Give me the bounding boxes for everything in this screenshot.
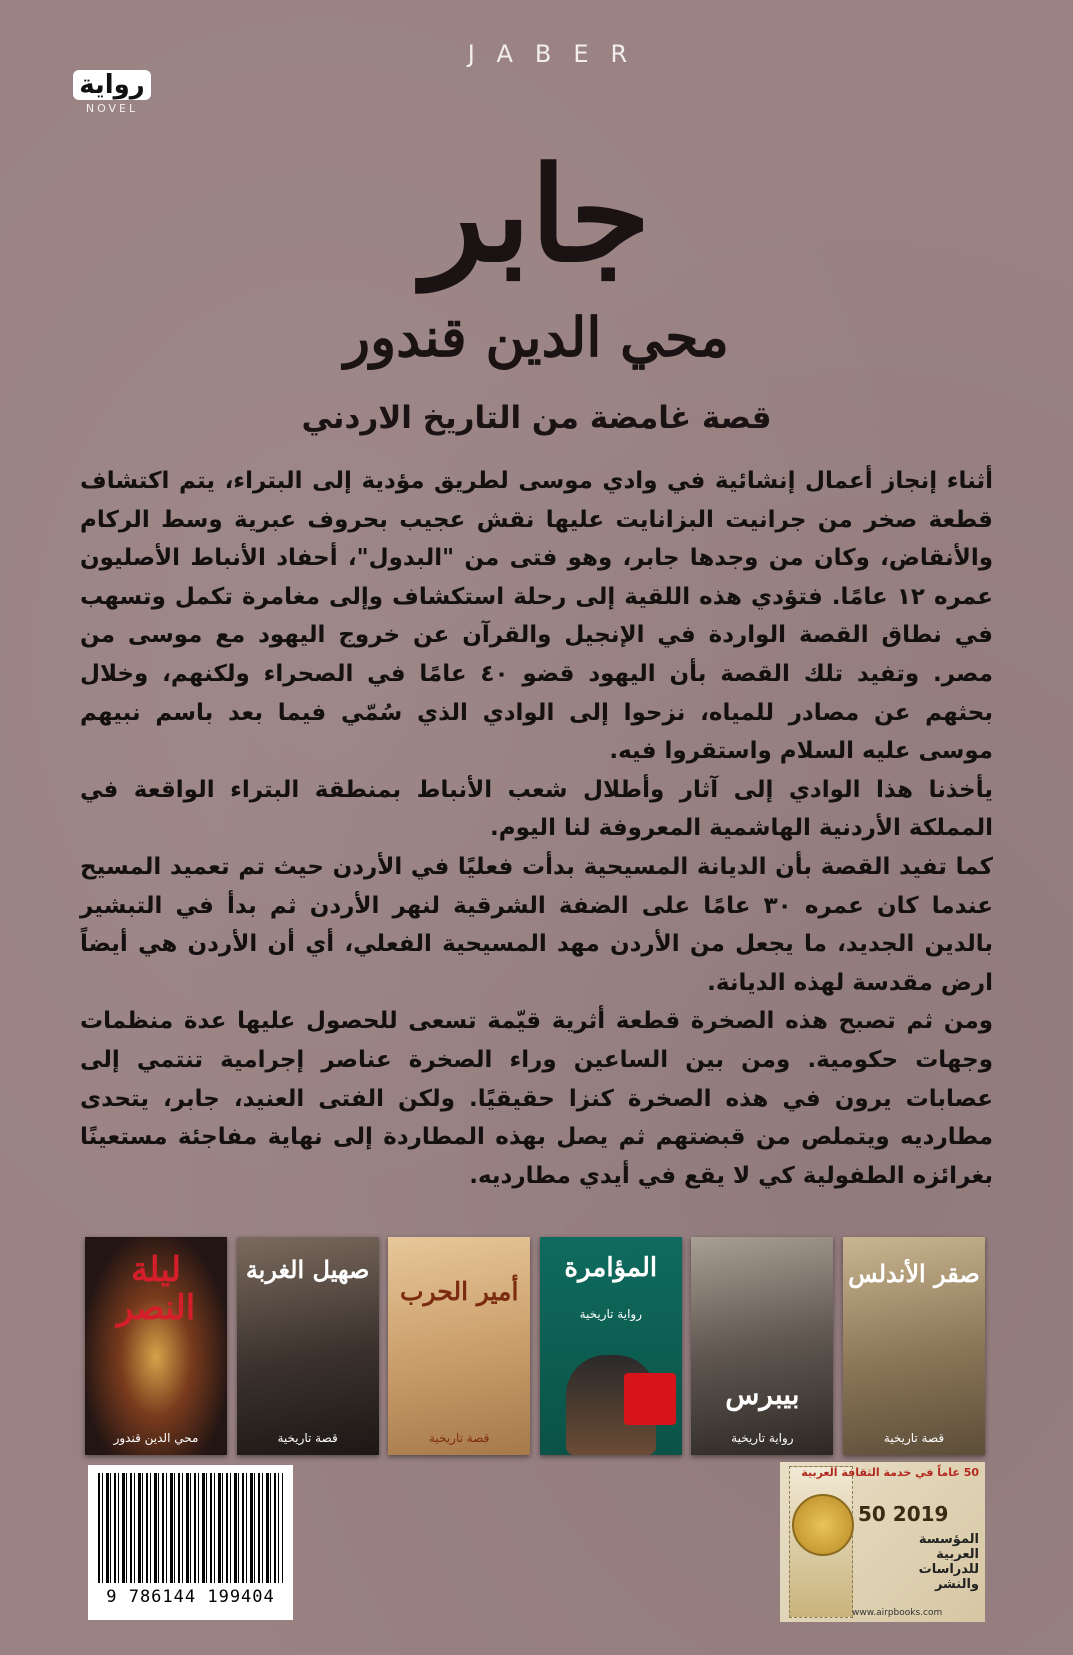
logo-sub: NOVEL: [85, 102, 139, 115]
isbn-barcode: [88, 1465, 293, 1620]
isbn-number: 9 786144 199404: [106, 1587, 275, 1607]
book-thumbnail-title: ليلة النصر: [116, 1250, 196, 1328]
author-name: محي الدين قندور: [344, 305, 729, 369]
publisher-url: www.airpbooks.com: [852, 1608, 943, 1618]
stamp-caption: 50 عاماً في خدمة الثقافة العربية: [801, 1466, 979, 1479]
book-thumbnail-sub: قصة تاريخية: [883, 1431, 945, 1445]
anniversary-stamps: [780, 1462, 985, 1622]
book-thumbnail: [843, 1237, 985, 1455]
book-thumbnail-sub: رواية تاريخية: [731, 1431, 794, 1445]
book-subtitle: قصة غامضة من التاريخ الاردني: [301, 400, 772, 436]
book-thumbnail: [85, 1237, 227, 1455]
book-thumbnail-title: المؤامرة: [564, 1253, 658, 1283]
book-thumbnail-title: صهيل الغربة: [245, 1255, 370, 1284]
book-thumbnail-sub: رواية تاريخية: [579, 1307, 643, 1321]
gold-seal-icon: [792, 1494, 854, 1556]
book-thumbnail-title: صقر الأندلس: [848, 1259, 980, 1288]
book-thumbnail-sub: قصة تاريخية: [429, 1431, 490, 1445]
book-thumbnail: [691, 1237, 833, 1455]
latin-title: JABER: [467, 40, 650, 68]
book-thumbnail: [388, 1237, 530, 1455]
publisher-logo: [73, 70, 151, 115]
stamp-year: 50 2019: [858, 1502, 949, 1526]
barcode-bars: [98, 1473, 283, 1583]
book-thumbnail: [237, 1237, 379, 1455]
book-thumbnail-title: أمير الحرب: [399, 1277, 519, 1306]
logo-mark: رواية: [73, 70, 151, 100]
book-thumbnail-sub: محي الدين قندور: [113, 1431, 199, 1445]
blurb-paragraph: يأخذنا هذا الوادي إلى آثار وأطلال شعب الأنباط بمنطقة البتراء الواقعة في المملكة الأردنية الهاشمية المعروفة لنا اليوم.: [80, 776, 993, 842]
book-title: جابر: [422, 138, 651, 291]
blurb-paragraph: أثناء إنجاز أعمال إنشائية في وادي موسى لطريق مؤدية إلى البتراء، يتم اكتشاف قطعة صخر من جرانيت البزانايت عليها نقش عجيب بحروف عبرية وسط الركام والأنقاض، وكان من وجدها جابر، وهو فتى من "البدول"، أحفاد الأنباط الأصليون عمره ١٢ عامًا. فتؤدي هذه اللقية إلى رحلة استكشاف وإلى مغامرة تكمل وتسهب في نطاق القصة الواردة في الإنجيل والقرآن عن خروج اليهود مع موسى من مصر. وتفيد تلك القصة بأن اليهود قضو ٤٠ عامًا في الصحراء ولكنهم، وخلال بحثهم عن مصادر للمياه، نزحوا إلى الوادي الذي سُمّي فيما بعد باسم نبيهم موسى عليه السلام واستقروا فيه.: [80, 468, 993, 765]
blurb-paragraph: ومن ثم تصبح هذه الصخرة قطعة أثرية قيّمة تسعى للحصول عليها عدة منظمات وجهات حكومية. ومن بين الساعين وراء الصخرة عناصر إجرامية تنتمي إلى عصابات يرون في هذه الصخرة كنزا حقيقيًا. ولكن الفتى العنيد، جابر، يتحدى مطارديه ويتملص من قبضتهم ثم يصل بهذه المطاردة إلى نهاية مفاجئة مستعينًا بغرائزه الطفولية كي لا يقع في أيدي مطارديه.: [80, 1008, 993, 1189]
related-books-row: [85, 1237, 985, 1455]
book-thumbnail: [540, 1237, 682, 1455]
blurb-text: [80, 462, 993, 1195]
book-thumbnail-sub: قصة تاريخية: [277, 1431, 338, 1445]
blurb-paragraph: كما تفيد القصة بأن الديانة المسيحية بدأت فعليًا في الأردن حيث تم تعميد المسيح عندما كان عمره ٣٠ عامًا على الضفة الشرقية لنهر الأردن ثم بدأ في التبشير بالدين الجديد، ما يجعل من الأردن مهد المسيحية الفعلي، أي أن الأردن هي أيضاً ارض مقدسة لهذه الديانة.: [80, 853, 993, 996]
publisher-name: المؤسسة العربية للدراسات والنشر: [918, 1532, 979, 1592]
flag-graphic: [624, 1373, 676, 1425]
book-thumbnail-title: بيبرس: [725, 1378, 800, 1411]
